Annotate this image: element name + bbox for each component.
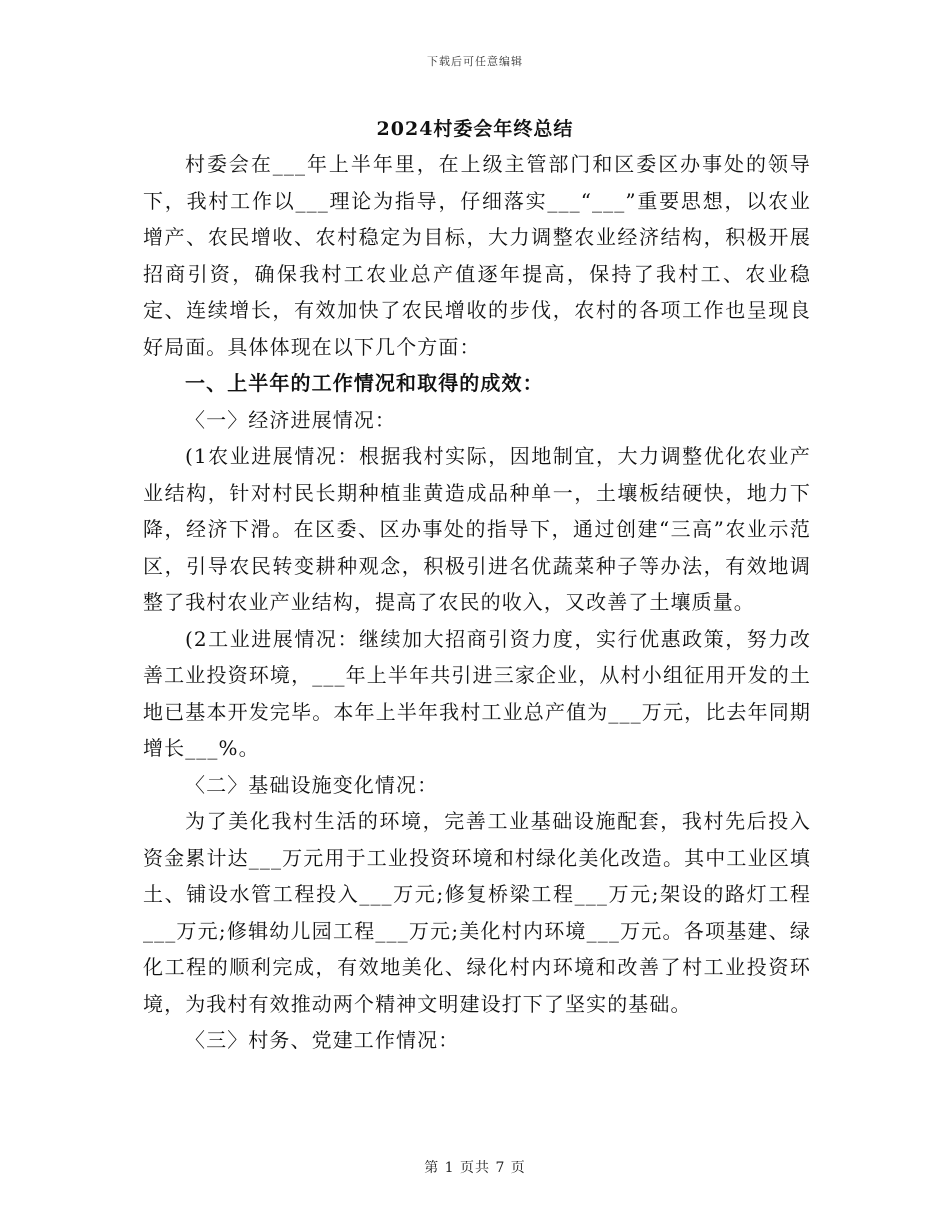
- subsection-heading-infrastructure: 〈二〉基础设施变化情况：: [185, 772, 439, 797]
- intro-paragraph: 村委会在___年上半年里，在上级主管部门和区委区办事处的领导下，我村工作以___理论为指导，仔细落实___“___”重要思想，以农业增产、农民增收、农村稳定为目标，大力调整农业经济结构，积极开展招商引资，确保我村工农业总产值逐年提高，保持了我村工、农业稳定、连续增长，有效加快了农民增收的步伐，农村的各项工作也呈现良好局面。具体体现在以下几个方面：: [143, 152, 811, 359]
- agriculture-paragraph: (1农业进展情况：根据我村实际，因地制宜，大力调整优化农业产业结构，针对村民长期种植韭黄造成品种单一，土壤板结硬快，地力下降，经济下滑。在区委、区办事处的指导下，通过创建“三高”农业示范区，引导农民转变耕种观念，积极引进名优蔬菜种子等办法，有效地调整了我村农业产业结构，提高了农民的收入，又改善了土壤质量。: [143, 444, 811, 614]
- industry-paragraph: (2工业进展情况：继续加大招商引资力度，实行优惠政策，努力改善工业投资环境，___年上半年共引进三家企业，从村小组征用开发的土地已基本开发完毕。本年上半年我村工业总产值为___万元，比去年同期增长___%。: [143, 626, 811, 760]
- infrastructure-paragraph: 为了美化我村生活的环境，完善工业基础设施配套，我村先后投入资金累计达___万元用于工业投资环境和村绿化美化改造。其中工业区填土、铺设水管工程投入___万元;修复桥梁工程___万元;架设的路灯工程___万元;修辑幼儿园工程___万元;美化村内环境___万元。各项基建、绿化工程的顺利完成，有效地美化、绿化村内环境和改善了村工业投资环境，为我村有效推动两个精神文明建设打下了坚实的基础。: [143, 809, 811, 1016]
- subsection-heading-village-affairs: 〈三〉村务、党建工作情况：: [185, 1028, 460, 1052]
- section-heading-1: 一、上半年的工作情况和取得的成效：: [185, 371, 544, 395]
- subsection-heading-economy: 〈一〉经济进展情况：: [185, 407, 396, 432]
- page-number: 第 1 页共 7 页: [424, 1160, 526, 1176]
- document-title: 2024村委会年终总结: [376, 118, 574, 140]
- page-header-note: 下载后可任意编辑: [427, 55, 523, 68]
- document-body: [143, 146, 811, 1059]
